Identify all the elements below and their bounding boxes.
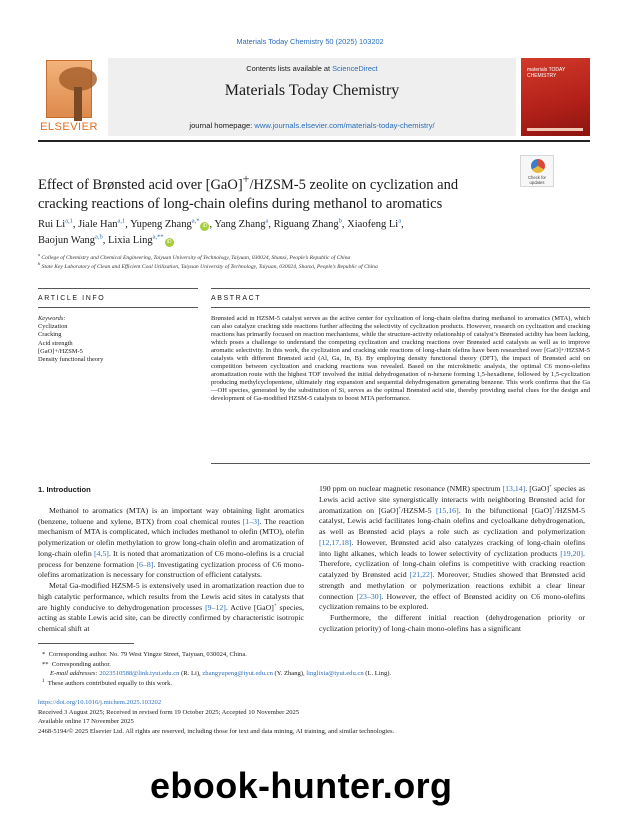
- publication-info: [38, 698, 590, 736]
- footnote-equal-contribution: $^1$ These authors contributed equally to this work.: [42, 678, 173, 687]
- abstract-rule: [211, 307, 590, 308]
- citation-link[interactable]: [1–3]: [242, 516, 260, 526]
- doi-link[interactable]: https://doi.org/10.1016/j.mtchem.2025.103202: [38, 699, 162, 706]
- contents-line: Contents lists available at ScienceDirect: [246, 64, 378, 73]
- cover-title: materials TODAY CHEMISTRY: [527, 67, 566, 79]
- check-for-updates-button[interactable]: [520, 155, 554, 187]
- masthead: [38, 58, 590, 136]
- email-link[interactable]: zhangyupeng@tyut.edu.cn: [202, 670, 273, 678]
- author-name[interactable]: Rui Li: [38, 219, 66, 230]
- author-name[interactable]: Xiaofeng Li: [347, 219, 399, 230]
- elsevier-tree-icon: [46, 60, 92, 118]
- keywords-heading: Keywords:: [38, 315, 66, 322]
- author-affiliation-mark[interactable]: a,1: [117, 217, 126, 225]
- body-column-right: [319, 484, 585, 635]
- copyright-notice: 2468-5194/© 2025 Elsevier Ltd. All rights are reserved, including those for text and data mining, AI training, and similar technologies.: [38, 727, 395, 735]
- section-heading-introduction: 1. Introduction: [38, 485, 91, 494]
- online-date: Available online 17 November 2025: [38, 718, 134, 726]
- affiliation-a: $^a$ College of Chemistry and Chemical Engineering, Taiyuan University of Technology, Taiyuan, 030024, Shanxi, People’s Republic of China: [38, 252, 351, 261]
- author-list: Rui Li$^{a,1}$, Jiale Han$^{a,1}$, Yupeng Zhang$^{a,*}$iD , Yang Zhang$^a$, Riguang Zhang$^b$, Xiaofeng Li$^a$, Baojun Wang$^{a,b}$, Lixia Ling$^{a,**}$iD: [38, 217, 404, 246]
- article-info-heading: ARTICLE INFO: [38, 295, 106, 302]
- footnote-emails: E-mail addresses: 2023510588@link.tyut.edu.cn (R. Li), zhangyupeng@tyut.edu.cn (Y. Zhang), linglixia@tyut.edu.cn (L. Ling).: [50, 670, 392, 678]
- affiliation-b: $^b$ State Key Laboratory of Clean and Efficient Coal Utilization, Taiyuan University of Technology, Taiyuan, 030024, Shanxi, People’s Republic of China: [38, 261, 378, 270]
- author-affiliation-mark[interactable]: a,*: [191, 217, 200, 225]
- keywords-block: [38, 315, 198, 364]
- keyword: Cyclization: [38, 323, 68, 331]
- citation-link[interactable]: [15,16]: [435, 505, 459, 515]
- keyword: [GaO]+/HZSM-5: [38, 347, 83, 355]
- author-affiliation-mark[interactable]: b: [338, 217, 342, 225]
- orcid-icon[interactable]: iD: [165, 238, 174, 247]
- paragraph: 190 ppm on nuclear magnetic resonance (NMR) spectrum [13,14]. [GaO]+ species as Lewis acid active site synergistically interacts with neighboring Brønsted acid for aromatization on [GaO]+/HZSM-5 [15,16]. In the bifunctional [GaO]+/HZSM-5 catalyst, Lewis acid facilitates long-chain olefins and cycloalkane dehydrogenation, as well as Brønsted acid plays a role such as cyclization and polymerization [12,17,18]. However, Brønsted acid also catalyzes cracking of long-chain olefins into light alkanes, which leads to lower selectivity of cyclization products [19,20]. Therefore, cyclization of long-chain olefins is competitive with cracking reaction catalyzed by Brønsted acid [21,22]. Moreover, Studies showed that Brønsted acid strength and methylation or polymerization reactions exhibit a clear linear connection [23–30]. However, the effect of Brønsted acidity on C6 mono-olefins cyclization remains to be explored.: [319, 484, 586, 612]
- author-name[interactable]: Baojun Wang: [38, 235, 95, 246]
- paragraph: Metal Ga-modified HZSM-5 is extensively used in aromatization reaction due to high catalytic performance, which results from the Lewis acid sites in catalysts that are highly conducive to dehydrogenation processes [9–12]. Active [GaO]+ species, acting as stable Lewis acid site, can be directly confirmed by characteristic isotropic chemical shift at: [38, 581, 304, 633]
- author-name[interactable]: Riguang Zhang: [273, 219, 339, 230]
- article-info-top-rule: [38, 288, 198, 289]
- footnotes: [38, 650, 590, 688]
- check-updates-label: Check for updates: [528, 175, 546, 185]
- article-title: Effect of Brønsted acid over [GaO]+/HZSM-5 zeolite on cyclization and cracking reactions of long-chain olefins during methanol to aromatics: [38, 172, 459, 212]
- elsevier-logo[interactable]: [38, 58, 100, 136]
- journal-homepage-link[interactable]: www.journals.elsevier.com/materials-today-chemistry/: [254, 121, 435, 130]
- author-affiliation-mark[interactable]: a,1: [65, 217, 73, 225]
- paragraph: Methanol to aromatics (MTA) is an important way obtaining light aromatics (benzene, toluene and xylene, BTX) from coal chemical routes [1–3]. The reaction mechanism of MTA is complicated, which includes methanol to olefin (MTO), olefin polymerization or olefin methylation to grow long-chain olefin and aromatization of long-chain olefin [4,5]. It is noted that aromatization of C6 mono-olefins is a crucial process for benzene formation [6–8]. Investigating cyclization process of C6 mono-olefins aromatization is necessary for construction of efficient catalysts.: [38, 505, 304, 580]
- footnote-corresponding-2: ** Corresponding author.: [42, 660, 111, 668]
- journal-title: Materials Today Chemistry: [224, 82, 400, 99]
- masthead-banner: [108, 58, 516, 136]
- body-column-left: [38, 485, 304, 635]
- citation-link[interactable]: [6–8]: [136, 559, 154, 569]
- abstract-text: Brønsted acid in HZSM-5 catalyst serves as the active center for cyclization of long-chain olefins during methanol to aromatics (MTA), which can also catalyze cracking side reactions further affecting the selectivity of cyclization products. However, research on cyclization and cracking reactions has primarily focused on reaction mechanisms, while the structure-activity relationship of catalyst’s Brønsted acidity has been lacking, which poses a challenge to understand the competing cyclization and cracking reactions over Brønsted acid catalysts as well as to improve aromatic selectivity. In this work, the cyclization and cracking side reactions of long-chain olefins have been researched over [GaO]+/HZSM-5 catalysts with different Brønsted acid (Al, Ga, In, B). By employing density functional theory (DFT), the impact of Brønsted acid on competition between cyclization and cracking reactions was revealed. Based on the microkinetic analysis, the optimal C6 mono-olefins aromatization route with the highest TOF involved the initial dehydrogenation of n-hexene forming 1,5-hexadiene, followed by 1,5-cyclization producing methylcyclopentene, ultimately ring expansion and sequential dehydrogenation generating benzene. This work confirms that the Ga—OH species, generated by the substitution of Si, serves as the optimal Brønsted acid site, thereby providing useful clues for the design and development of Ga-modified HZSM-5 catalysts to boost MTA performance.: [211, 315, 590, 403]
- email-link[interactable]: linglixia@tyut.edu.cn: [306, 670, 364, 678]
- author-affiliation-mark[interactable]: a: [265, 217, 269, 225]
- author-name[interactable]: Yang Zhang: [214, 219, 266, 230]
- citation-link[interactable]: [4,5]: [93, 548, 109, 558]
- check-updates-icon: [531, 159, 545, 173]
- author-affiliation-mark[interactable]: a,b: [95, 233, 103, 241]
- keyword: Acid strength: [38, 339, 73, 347]
- citation-link[interactable]: [19,20]: [560, 548, 584, 558]
- keyword: Cracking: [38, 331, 62, 339]
- sciencedirect-link[interactable]: ScienceDirect: [332, 64, 378, 73]
- citation-link[interactable]: [21,22]: [409, 570, 433, 579]
- footnote-rule: [38, 643, 134, 644]
- orcid-icon[interactable]: iD: [200, 222, 209, 231]
- author-name[interactable]: Yupeng Zhang: [130, 219, 192, 230]
- abstract-heading: ABSTRACT: [211, 295, 262, 302]
- journal-reference[interactable]: Materials Today Chemistry 50 (2025) 103202: [236, 37, 384, 46]
- citation-link[interactable]: [12,17,18]: [319, 537, 352, 547]
- homepage-line: journal homepage: www.journals.elsevier.com/materials-today-chemistry/: [189, 121, 435, 130]
- author-name[interactable]: Jiale Han: [78, 219, 118, 230]
- citation-link[interactable]: [23–30]: [356, 591, 382, 601]
- email-link[interactable]: 2023510588@link.tyut.edu.cn: [99, 670, 180, 678]
- footnote-corresponding-1: * Corresponding author. No. 79 West Yingze Street, Taiyuan, 030024, China.: [42, 651, 247, 658]
- abstract-bottom-rule: [211, 463, 590, 464]
- paragraph: Furthermore, the different initial reaction (dehydrogenation priority or cyclization priority) of long-chain mono-olefins has a significant: [319, 613, 585, 633]
- author-name[interactable]: Lixia Ling: [108, 235, 153, 246]
- citation-link[interactable]: [13,14]: [502, 484, 526, 493]
- masthead-rule: [38, 140, 590, 142]
- citation-link[interactable]: [9–12]: [205, 602, 226, 612]
- keyword: Density functional theory: [38, 356, 104, 364]
- watermark: ebook-hunter.org: [150, 765, 453, 806]
- journal-cover-thumbnail[interactable]: [521, 58, 590, 136]
- elsevier-wordmark: ELSEVIER: [40, 121, 98, 133]
- author-affiliation-mark[interactable]: a,**: [152, 233, 164, 241]
- abstract-top-rule: [211, 288, 590, 289]
- article-info-rule: [38, 307, 198, 308]
- author-affiliation-mark[interactable]: a: [398, 217, 402, 225]
- received-dates: Received 3 August 2025; Received in revised form 19 October 2025; Accepted 10 November 2025: [38, 708, 300, 716]
